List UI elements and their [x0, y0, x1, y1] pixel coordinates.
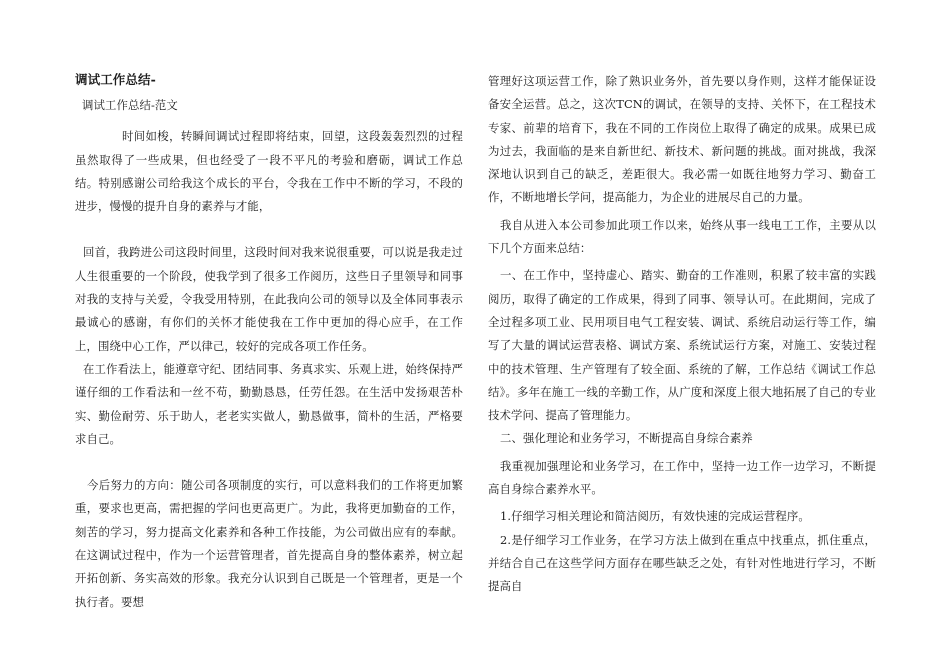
document-title: 调试工作总结-	[75, 72, 156, 87]
paragraph: 回首，我跨进公司这段时间里，这段时间对我来说很重要，可以说是我走过人生很重要的一个阶段，使我学到了很多工作阅历，这些日子里领导和同事对我的支持与关爱，令我受用特别，在此我向公司的领导以及全体同事表示最诚心的感谢，有你们的关怀才能使我在工作中更加的得心应手，在工作上，围绕中心工作，严以律己，较好的完成各项工作任务。	[75, 245, 463, 353]
section-heading: 二、强化理论和业务学习，不断提高自身综合素养	[500, 431, 753, 446]
paragraph: 2.是仔细学习工作业务，在学习方法上做到在重点中找重点，抓住重点，并结合自己在这些学问方面存在哪些缺乏之处，有针对性地进行学习，不断提高自	[488, 532, 876, 594]
paragraph: 我重视加强理论和业务学习，在工作中，坚持一边工作一边学习，不断提高自身综合素养水平。	[488, 458, 876, 497]
paragraph: 时间如梭，转瞬间调试过程即将结束，回望，这段轰轰烈烈的过程虽然取得了一些成果，但也经受了一段不平凡的考验和磨砺，调试工作总结。特别感谢公司给我这个成长的平台，令我在工作中不断的学习，不段的进步，慢慢的提升自身的素养与才能，	[75, 129, 463, 214]
paragraph: 1.仔细学习相关理论和简洁阅历，有效快速的完成运营程序。	[500, 509, 810, 524]
paragraph: 管理好这项运营工作，除了熟识业务外，首先要以身作则，这样才能保证设备安全运营。总之，这次TCN的调试，在领导的支持、关怀下，在工程技术专家、前辈的培育下，我在不同的工作岗位上取得了确定的成果。成果已成为过去，我面临的是来自新世纪、新技术、新问题的挑战。面对挑战，我深深地认识到自己的缺乏，差距很大。我必需一如既往地努力学习、勤奋工作，不断地增长学问，提高能力，为企业的进展尽自己的力量。	[488, 74, 876, 205]
paragraph: 一、在工作中，坚持虚心、踏实、勤奋的工作准则，积累了较丰富的实践阅历，取得了确定的工作成果，得到了同事、领导认可。在此期间，完成了全过程多项工业、民用项目电气工程安装、调试、系统启动运行等工作，编写了大量的调试运营表格、调试方案、系统试运行方案，对施工、安装过程中的技术管理、生产管理有了较全面、系统的了解，工作总结《调试工作总结》。多年在施工一线的辛勤工作，从广度和深度上很大地拓展了自己的专业技术学问、提高了管理能力。	[488, 268, 876, 423]
right-column	[488, 70, 876, 599]
paragraph: 今后努力的方向：随公司各项制度的实行，可以意料我们的工作将更加繁重，要求也更高，需把握的学问也更高更广。为此，我将更加勤奋的工作，刻苦的学习，努力提高文化素养和各种工作技能，为公司做出应有的奉献。在这调试过程中，作为一个运营管理者，首先提高自身的整体素养，树立起开拓创新、务实高效的形象。我充分认识到自己既是一个管理者，更是一个执行者。要想	[75, 478, 463, 609]
spacer	[75, 451, 463, 474]
paragraph: 我自从进入本公司参加此项工作以来，始终从事一线电工工作，主要从以下几个方面来总结：	[488, 217, 876, 256]
document-subtitle: 调试工作总结-范文	[82, 98, 178, 112]
paragraph: 在工作看法上，能遵章守纪、团结同事、务真求实、乐观上进，始终保持严谨仔细的工作看法和一丝不苟，勤勤恳恳，任劳任怨。在生活中发扬艰苦朴实、勤俭耐劳、乐于助人，老老实实做人，勤恳做事，简朴的生活，严格要求自己。	[75, 361, 463, 446]
spacer	[75, 218, 463, 241]
left-column	[75, 70, 463, 614]
